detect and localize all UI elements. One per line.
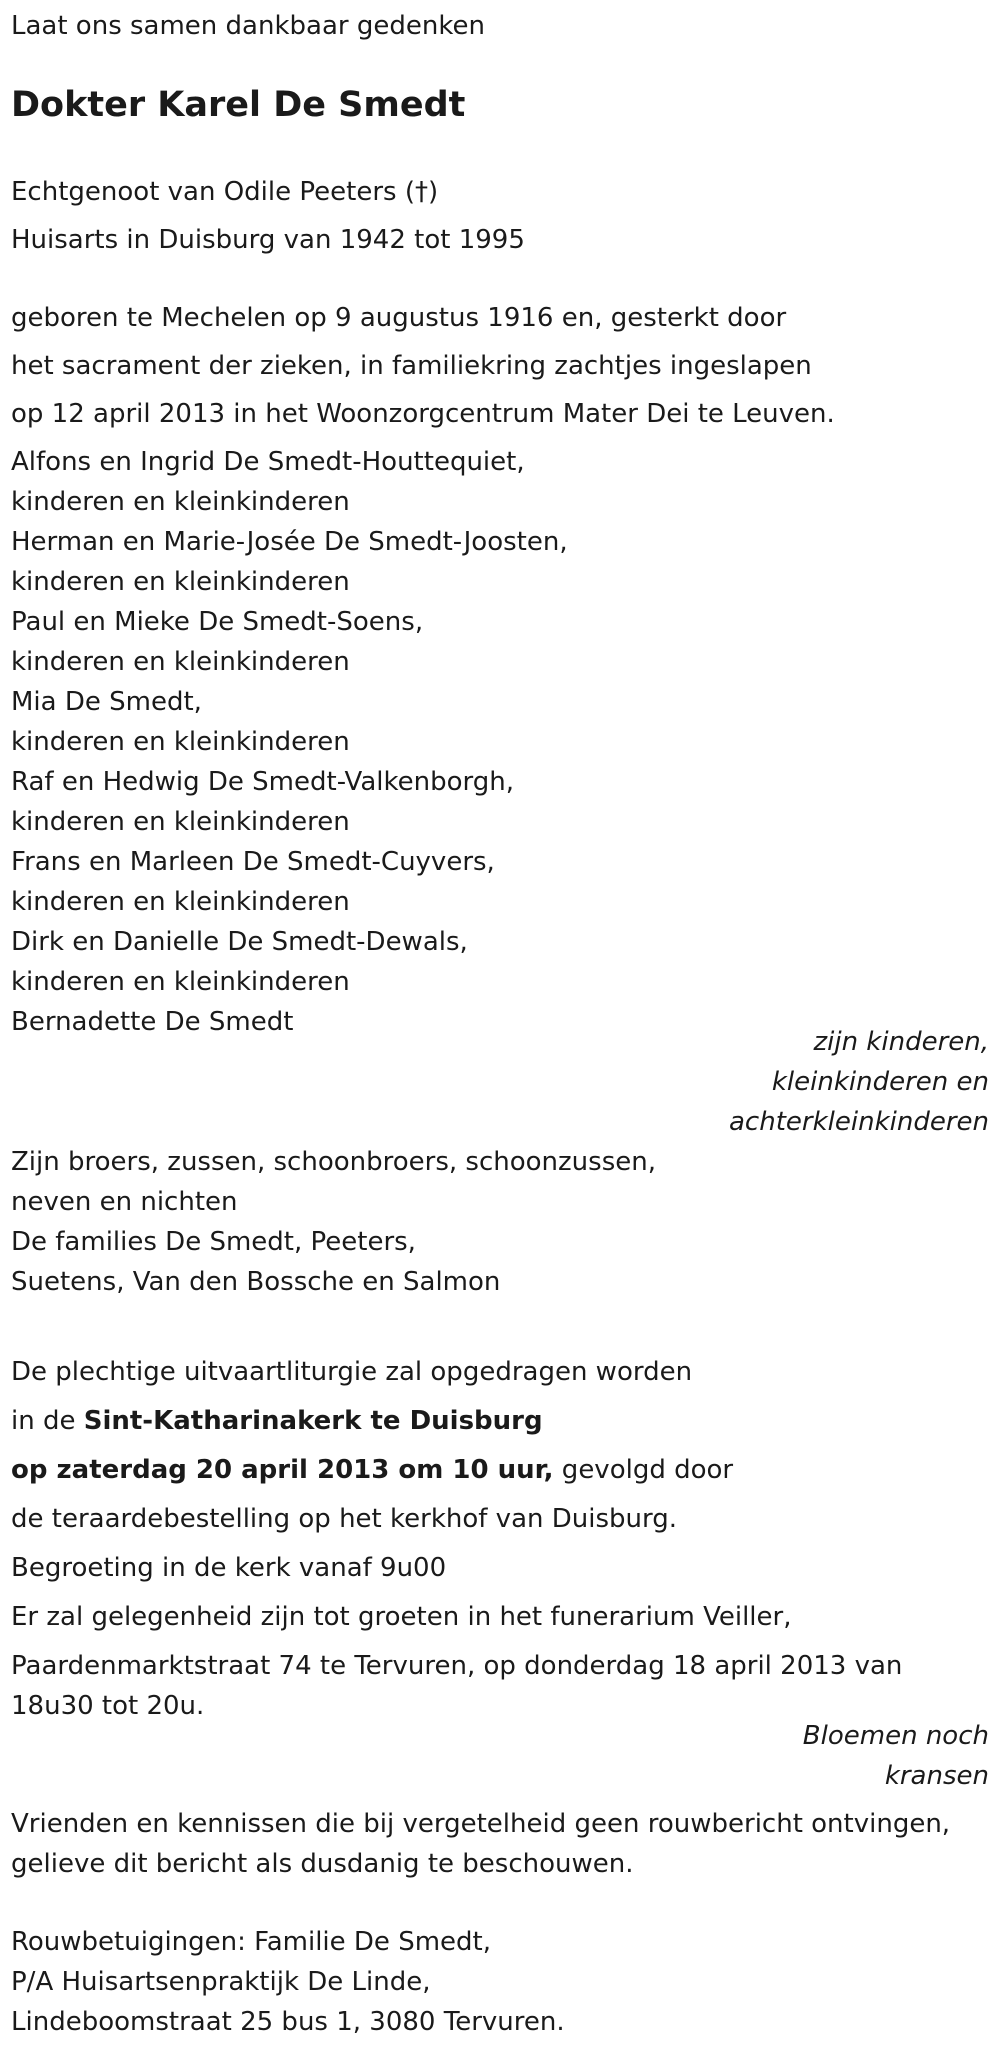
church-greeting: Begroeting in de kerk vanaf 9u00 (11, 1553, 447, 1583)
notice-text (11, 1804, 950, 1884)
flowers-line: kransen (884, 1761, 989, 1791)
family-member: Raf en Hedwig De Smedt-Valkenborgh, (11, 767, 514, 797)
profession-text: Huisarts in Duisburg van 1942 tot 1995 (11, 225, 525, 255)
condolences-line: Rouwbetuigingen: Familie De Smedt, (11, 1927, 491, 1957)
birth-death-line: het sacrament der zieken, in familiekring zachtjes ingeslapen (11, 351, 812, 381)
intro-text: Laat ons samen dankbaar gedenken (11, 11, 485, 41)
relatives-list (11, 1142, 656, 1302)
family-member: kinderen en kleinkinderen (11, 567, 350, 597)
flowers-line: Bloemen noch (802, 1721, 989, 1751)
birth-death-line: op 12 april 2013 in het Woonzorgcentrum Mater Dei te Leuven. (11, 399, 835, 429)
relatives-line: neven en nichten (11, 1187, 238, 1217)
family-member: Alfons en Ingrid De Smedt-Houttequiet, (11, 447, 525, 477)
family-member: kinderen en kleinkinderen (11, 727, 350, 757)
funeral-prefix: in de (11, 1406, 84, 1436)
condolences-address (11, 1922, 565, 2042)
family-member: kinderen en kleinkinderen (11, 967, 350, 997)
family-member: Frans en Marleen De Smedt-Cuyvers, (11, 847, 495, 877)
family-caption-line: zijn kinderen, (813, 1027, 989, 1057)
visitation-line: Paardenmarktstraat 74 te Tervuren, op donderdag 18 april 2013 van 18u30 tot 20u. (11, 1651, 903, 1721)
family-caption-line: kleinkinderen en (771, 1067, 989, 1097)
family-member: Dirk en Danielle De Smedt-Dewals, (11, 927, 468, 957)
funeral-line: de teraardebestelling op het kerkhof van Duisburg. (11, 1504, 677, 1534)
notice-line: Vrienden en kennissen die bij vergetelheid geen rouwbericht ontvingen, (11, 1809, 951, 1839)
family-list (11, 442, 568, 1042)
funeral-church-line (11, 1401, 543, 1441)
notice-line: gelieve dit bericht als dusdanig te beschouwen. (11, 1849, 634, 1879)
visitation-line: Er zal gelegenheid zijn tot groeten in het funerarium Veiller, (11, 1602, 792, 1632)
funeral-datetime: op zaterdag 20 april 2013 om 10 uur, (11, 1455, 554, 1485)
family-caption (11, 1022, 989, 1142)
family-member: kinderen en kleinkinderen (11, 887, 350, 917)
relatives-line: Suetens, Van den Bossche en Salmon (11, 1267, 501, 1297)
family-member: Herman en Marie-Josée De Smedt-Joosten, (11, 527, 568, 557)
funeral-datetime-line (11, 1450, 733, 1490)
family-member: kinderen en kleinkinderen (11, 807, 350, 837)
family-caption-line: achterkleinkinderen (729, 1107, 989, 1137)
condolences-line: P/A Huisartsenpraktijk De Linde, (11, 1967, 431, 1997)
funeral-suffix: gevolgd door (553, 1455, 734, 1485)
family-member: Paul en Mieke De Smedt-Soens, (11, 607, 424, 637)
birth-death-line: geboren te Mechelen op 9 augustus 1916 en, gesterkt door (11, 303, 787, 333)
relatives-line: Zijn broers, zussen, schoonbroers, schoonzussen, (11, 1147, 656, 1177)
relatives-line: De families De Smedt, Peeters, (11, 1227, 416, 1257)
church-name: Sint-Katharinakerk te Duisburg (83, 1406, 543, 1436)
condolences-line: Lindeboomstraat 25 bus 1, 3080 Tervuren. (11, 2007, 565, 2037)
funeral-line: De plechtige uitvaartliturgie zal opgedragen worden (11, 1357, 693, 1387)
family-member: kinderen en kleinkinderen (11, 487, 350, 517)
spouse-text: Echtgenoot van Odile Peeters (†) (11, 177, 439, 207)
deceased-name: Dokter Karel De Smedt (11, 85, 466, 125)
family-member: Mia De Smedt, (11, 687, 202, 717)
family-member: kinderen en kleinkinderen (11, 647, 350, 677)
flowers-note (11, 1716, 989, 1796)
family-member: Bernadette De Smedt (11, 1007, 294, 1037)
